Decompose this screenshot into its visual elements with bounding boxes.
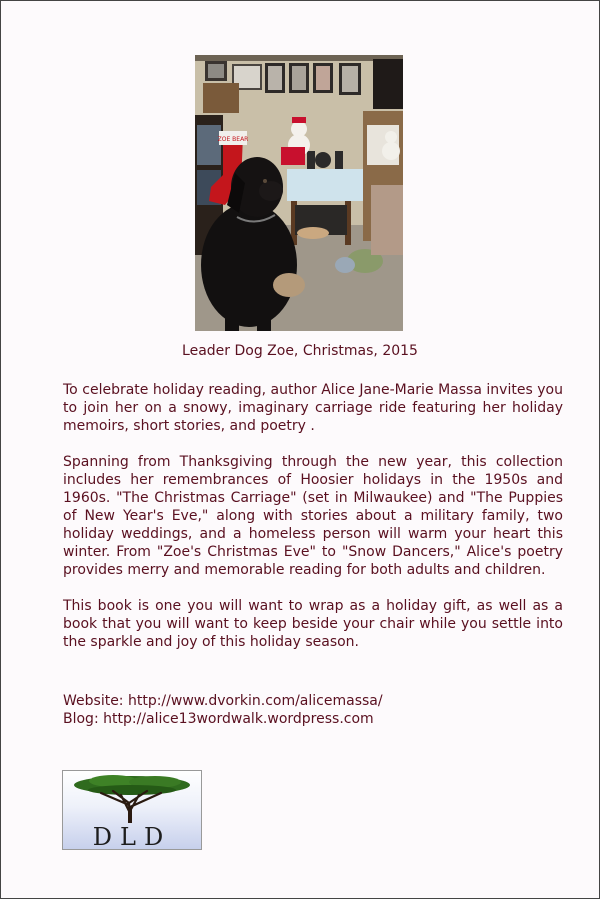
paragraph-collection: Spanning from Thanksgiving through the new year, this collection includes her remembrances of Hoosier holidays in the 1950s and 1960s. "The Christmas Carriage" (set in Milwaukee) and "The Puppies of New Year's Eve," along with stories about a military family, two holiday weddings, and a homeless person will warm your heart this winter. From "Zoe's Christmas Eve" to "Snow Dancers," Alice's poetry provides merry and memorable reading for both adults and children. bbox=[63, 454, 563, 578]
description-text bbox=[63, 381, 563, 669]
stocking-label: ZOE BEAR bbox=[217, 136, 249, 143]
photo-caption: Leader Dog Zoe, Christmas, 2015 bbox=[182, 343, 418, 359]
website-link[interactable]: Website: http://www.dvorkin.com/alicemassa/ bbox=[63, 693, 383, 709]
paragraph-intro: To celebrate holiday reading, author Alice Jane-Marie Massa invites you to join her on a snowy, imaginary carriage ride featuring her holiday memoirs, short stories, and poetry . bbox=[63, 382, 563, 434]
acacia-tree-icon bbox=[63, 771, 201, 827]
blog-link[interactable]: Blog: http://alice13wordwalk.wordpress.com bbox=[63, 711, 374, 727]
dog-photo-illustration bbox=[195, 55, 403, 331]
logo-text: DLD bbox=[92, 823, 172, 851]
dog-photo bbox=[195, 55, 403, 331]
paragraph-gift: This book is one you will want to wrap as a holiday gift, as well as a book that you will want to keep beside your chair while you settle into the sparkle and joy of this holiday season. bbox=[63, 598, 563, 650]
publisher-logo bbox=[62, 770, 202, 850]
author-links bbox=[63, 692, 383, 728]
